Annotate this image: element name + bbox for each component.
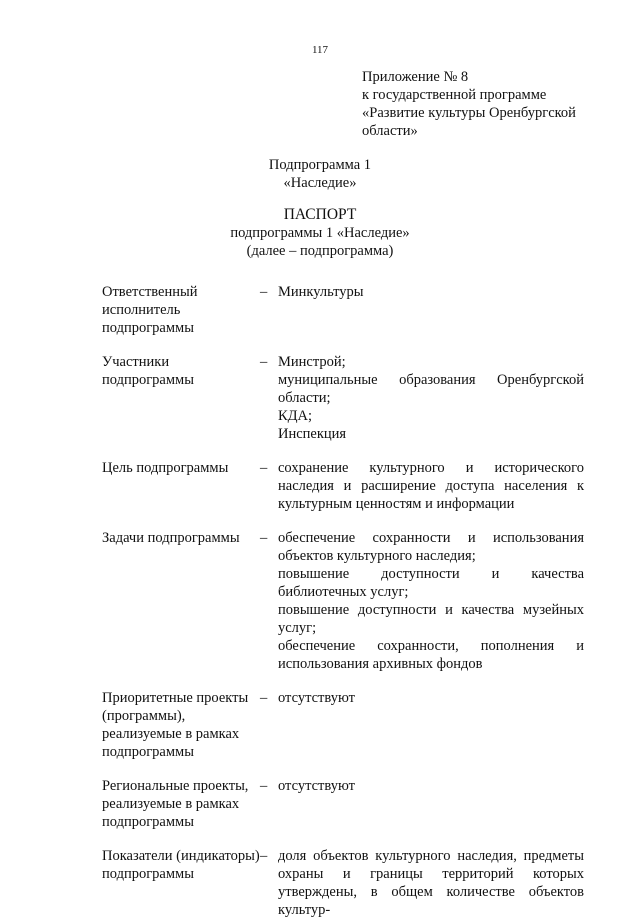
- row-label: Ответственный исполнитель подпрограммы: [102, 284, 198, 336]
- row-label: Цель подпрограммы: [102, 460, 229, 476]
- row-dash: –: [260, 530, 268, 546]
- value-line: доля объектов культурного наследия, предметы охраны и границы территорий которых утверждены, в общем количестве объектов культур-: [278, 848, 584, 918]
- subprogram-heading: [0, 156, 640, 192]
- passport-row-priority-projects: [102, 689, 584, 777]
- page-number: 117: [311, 44, 329, 56]
- row-label: Участники подпрограммы: [102, 354, 194, 388]
- value-line: сохранение культурного и исторического наследия и расширение доступа населения к культурным ценностям и информации: [278, 460, 584, 512]
- row-value: [278, 529, 584, 689]
- value-line: обеспечение сохранности, пополнения и использования архивных фондов: [278, 638, 584, 672]
- appendix-header: [362, 68, 602, 140]
- row-value: [278, 353, 584, 459]
- value-line: муниципальные образования Оренбургской области;: [278, 372, 584, 406]
- row-label: Показатели (индикаторы) подпрограммы: [102, 848, 260, 882]
- appendix-line: области»: [362, 123, 418, 139]
- value-line: Минкультуры: [278, 284, 364, 300]
- row-value: [278, 777, 584, 847]
- passport-table: [102, 283, 584, 919]
- appendix-line: «Развитие культуры Оренбургской: [362, 105, 576, 121]
- passport-heading: [0, 206, 640, 260]
- row-label: Региональные проекты, реализуемые в рамках подпрограммы: [102, 778, 249, 830]
- appendix-line: к государственной программе: [362, 87, 547, 103]
- value-line: КДА;: [278, 408, 313, 424]
- passport-row-indicators: [102, 847, 584, 919]
- value-line: обеспечение сохранности и использования объектов культурного наследия;: [278, 530, 584, 564]
- row-dash: –: [260, 690, 268, 706]
- passport-title: ПАСПОРТ: [283, 206, 357, 223]
- row-value: [278, 689, 584, 777]
- passport-row-goal: [102, 459, 584, 529]
- passport-row-regional-projects: [102, 777, 584, 847]
- value-line: Инспекция: [278, 426, 347, 442]
- value-line: отсутствуют: [278, 778, 355, 794]
- passport-note: (далее – подпрограмма): [246, 243, 394, 259]
- value-line: Минстрой;: [278, 354, 346, 370]
- subprogram-title: Подпрограмма 1: [268, 157, 372, 173]
- row-dash: –: [260, 778, 268, 794]
- passport-row-participants: [102, 353, 584, 459]
- row-dash: –: [260, 460, 268, 476]
- row-dash: –: [260, 354, 268, 370]
- value-line: отсутствуют: [278, 690, 355, 706]
- row-dash: –: [260, 284, 268, 300]
- value-line: повышение доступности и качества музейных услуг;: [278, 602, 584, 636]
- row-dash: –: [260, 848, 268, 864]
- passport-subtitle: подпрограммы 1 «Наследие»: [230, 225, 410, 241]
- subprogram-name: «Наследие»: [283, 175, 357, 191]
- row-label: Задачи подпрограммы: [102, 530, 240, 546]
- row-label: Приоритетные проекты (программы), реализуемые в рамках подпрограммы: [102, 690, 249, 760]
- passport-row-tasks: [102, 529, 584, 689]
- passport-row-responsible: [102, 283, 584, 353]
- value-line: повышение доступности и качества библиотечных услуг;: [278, 566, 584, 600]
- row-value: [278, 459, 584, 529]
- row-value: [278, 847, 584, 919]
- appendix-line: Приложение № 8: [362, 69, 469, 85]
- row-value: [278, 283, 584, 353]
